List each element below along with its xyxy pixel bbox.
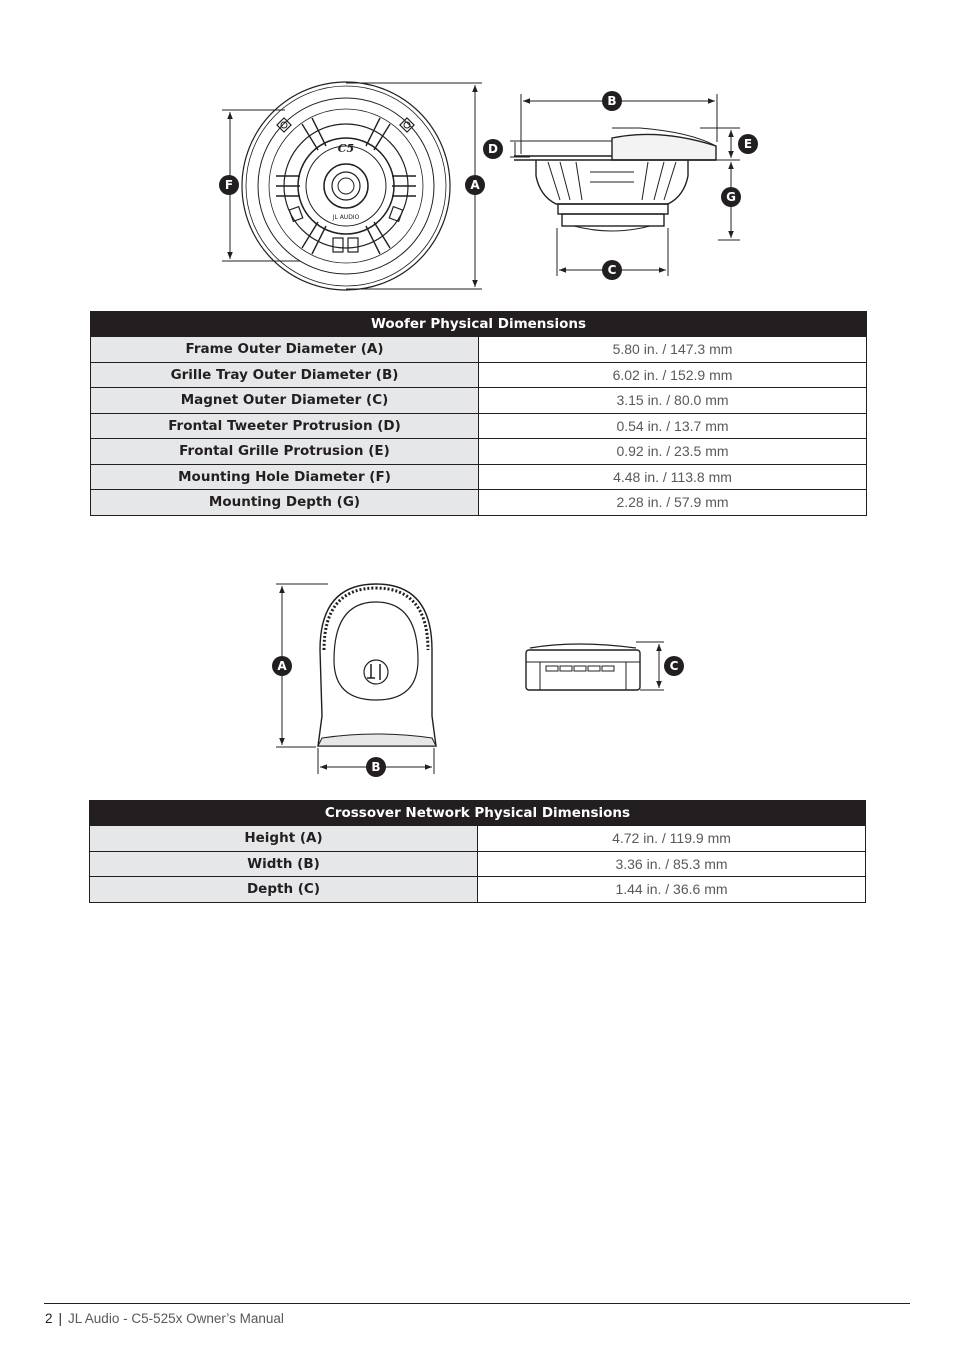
table-row — [91, 439, 867, 465]
crossover-side-view — [526, 644, 640, 690]
row-value: 3.36 in. / 85.3 mm — [478, 851, 866, 877]
footer-separator: | — [58, 1311, 63, 1326]
svg-text:B: B — [371, 760, 381, 774]
label-badge-b — [602, 91, 622, 111]
row-value: 1.44 in. / 36.6 mm — [478, 877, 866, 903]
table-row — [91, 362, 867, 388]
footer-divider — [44, 1303, 910, 1304]
row-value: 0.54 in. / 13.7 mm — [479, 413, 867, 439]
row-label: Width (B) — [90, 851, 478, 877]
row-label: Frame Outer Diameter (A) — [91, 337, 479, 363]
crossover-label-badge-a — [272, 656, 292, 676]
svg-text:D: D — [488, 142, 498, 156]
row-label: Grille Tray Outer Diameter (B) — [91, 362, 479, 388]
row-value: 6.02 in. / 152.9 mm — [479, 362, 867, 388]
row-label: Magnet Outer Diameter (C) — [91, 388, 479, 414]
document-title: JL Audio - C5-525x Owner’s Manual — [68, 1311, 284, 1326]
table-row — [91, 490, 867, 516]
row-value: 4.72 in. / 119.9 mm — [478, 826, 866, 852]
label-badge-d — [483, 139, 503, 159]
row-value: 3.15 in. / 80.0 mm — [479, 388, 867, 414]
svg-text:G: G — [726, 190, 736, 204]
row-label: Frontal Tweeter Protrusion (D) — [91, 413, 479, 439]
crossover-dimension-diagram — [0, 570, 954, 790]
svg-text:A: A — [277, 659, 287, 673]
label-badge-c — [602, 260, 622, 280]
woofer-brand-text: JL AUDIO — [332, 214, 360, 221]
crossover-table-title: Crossover Network Physical Dimensions — [90, 801, 866, 826]
crossover-label-badge-b — [366, 757, 386, 777]
woofer-table-title: Woofer Physical Dimensions — [91, 312, 867, 337]
page-footer — [45, 1311, 284, 1326]
crossover-dimensions-table — [89, 800, 866, 903]
table-row — [91, 388, 867, 414]
row-value: 2.28 in. / 57.9 mm — [479, 490, 867, 516]
row-value: 4.48 in. / 113.8 mm — [479, 464, 867, 490]
svg-text:A: A — [470, 178, 480, 192]
page-number: 2 — [45, 1311, 53, 1326]
svg-text:C: C — [669, 659, 679, 673]
row-label: Mounting Depth (G) — [91, 490, 479, 516]
svg-text:B: B — [607, 94, 617, 108]
row-value: 5.80 in. / 147.3 mm — [479, 337, 867, 363]
svg-text:E: E — [743, 137, 753, 151]
table-row — [91, 413, 867, 439]
table-row — [90, 826, 866, 852]
row-label: Height (A) — [90, 826, 478, 852]
woofer-dimension-diagram — [0, 0, 954, 300]
woofer-side-view — [514, 128, 716, 231]
table-row — [91, 464, 867, 490]
table-row — [90, 851, 866, 877]
svg-text:F: F — [224, 178, 234, 192]
row-label: Depth (C) — [90, 877, 478, 903]
table-row — [90, 877, 866, 903]
svg-text:C: C — [607, 263, 617, 277]
row-value: 0.92 in. / 23.5 mm — [479, 439, 867, 465]
crossover-label-badge-c — [664, 656, 684, 676]
row-label: Frontal Grille Protrusion (E) — [91, 439, 479, 465]
label-badge-e — [738, 134, 758, 154]
label-badge-g — [721, 187, 741, 207]
crossover-front-view — [318, 584, 436, 746]
label-badge-a — [465, 175, 485, 195]
dimension-line-d — [510, 141, 612, 157]
label-badge-f — [219, 175, 239, 195]
woofer-front-view — [242, 82, 450, 290]
woofer-dimensions-table — [90, 311, 867, 516]
woofer-c5-logo: C5 — [337, 142, 355, 155]
table-row — [91, 337, 867, 363]
row-label: Mounting Hole Diameter (F) — [91, 464, 479, 490]
